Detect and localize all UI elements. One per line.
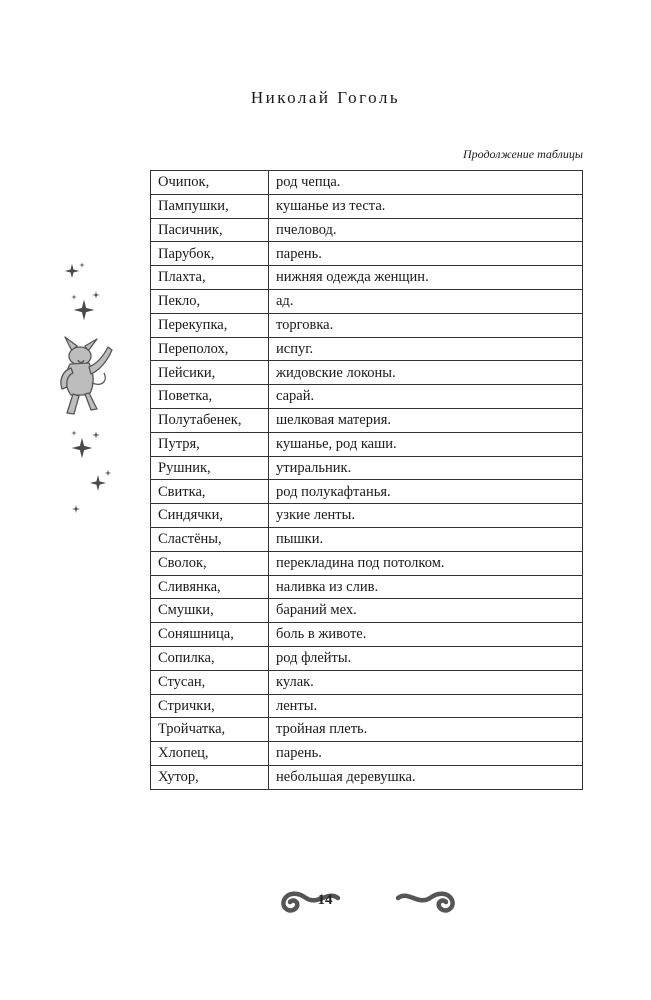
definition-cell: жидовские локоны.	[269, 361, 583, 385]
table-row	[151, 408, 583, 432]
table-row	[151, 742, 583, 766]
table-row	[151, 337, 583, 361]
table-row	[151, 242, 583, 266]
table-row	[151, 313, 583, 337]
table-row	[151, 218, 583, 242]
table-row	[151, 623, 583, 647]
table-row	[151, 171, 583, 195]
term-cell: Полутабенек,	[151, 408, 269, 432]
table-row	[151, 765, 583, 789]
definition-cell: сарай.	[269, 385, 583, 409]
definition-cell: испуг.	[269, 337, 583, 361]
term-cell: Хутор,	[151, 765, 269, 789]
table-row	[151, 575, 583, 599]
table-continuation-label: Продолжение таблицы	[462, 147, 583, 161]
definition-cell: боль в животе.	[269, 623, 583, 647]
running-header: Николай Гоголь	[250, 88, 401, 107]
definition-cell: тройная плеть.	[269, 718, 583, 742]
term-cell: Путря,	[151, 432, 269, 456]
term-cell: Сластёны,	[151, 527, 269, 551]
sparkle-icon	[90, 475, 106, 491]
definition-cell: кулак.	[269, 670, 583, 694]
definition-cell: бараний мех.	[269, 599, 583, 623]
sparkle-icon	[105, 470, 111, 476]
definition-cell: ад.	[269, 289, 583, 313]
definition-cell: наливка из слив.	[269, 575, 583, 599]
term-cell: Пасичник,	[151, 218, 269, 242]
term-cell: Поветка,	[151, 385, 269, 409]
definition-cell: род флейты.	[269, 646, 583, 670]
definition-cell: ленты.	[269, 694, 583, 718]
table-row	[151, 432, 583, 456]
page-footer	[0, 884, 651, 920]
term-cell: Стусан,	[151, 670, 269, 694]
sparkle-icon	[72, 438, 93, 459]
table-row	[151, 670, 583, 694]
term-cell: Тройчатка,	[151, 718, 269, 742]
term-cell: Рушник,	[151, 456, 269, 480]
table-row	[151, 718, 583, 742]
term-cell: Свитка,	[151, 480, 269, 504]
table-row	[151, 646, 583, 670]
term-cell: Переполох,	[151, 337, 269, 361]
swirl-ornament-icon	[396, 884, 458, 920]
table-row	[151, 504, 583, 528]
devil-figure-icon	[61, 337, 112, 414]
term-cell: Плахта,	[151, 266, 269, 290]
term-cell: Пейсики,	[151, 361, 269, 385]
sparkle-icon	[92, 291, 99, 298]
table-row	[151, 194, 583, 218]
definition-cell: небольшая деревушка.	[269, 765, 583, 789]
table-row	[151, 527, 583, 551]
table-row	[151, 289, 583, 313]
glossary-table	[150, 170, 583, 790]
definition-cell: шелковая материя.	[269, 408, 583, 432]
definition-cell: кушанье, род каши.	[269, 432, 583, 456]
table-row	[151, 599, 583, 623]
definition-cell: узкие ленты.	[269, 504, 583, 528]
table-row	[151, 456, 583, 480]
term-cell: Пампушки,	[151, 194, 269, 218]
margin-decoration	[50, 255, 130, 520]
term-cell: Сволок,	[151, 551, 269, 575]
term-cell: Хлопец,	[151, 742, 269, 766]
term-cell: Очипок,	[151, 171, 269, 195]
term-cell: Парубок,	[151, 242, 269, 266]
term-cell: Пекло,	[151, 289, 269, 313]
sparkle-icon	[71, 430, 77, 436]
table-row	[151, 694, 583, 718]
definition-cell: нижняя одежда женщин.	[269, 266, 583, 290]
definition-cell: торговка.	[269, 313, 583, 337]
definition-cell: перекладина под потолком.	[269, 551, 583, 575]
term-cell: Смушки,	[151, 599, 269, 623]
term-cell: Сопилка,	[151, 646, 269, 670]
term-cell: Перекупка,	[151, 313, 269, 337]
definition-cell: утиральник.	[269, 456, 583, 480]
table-row	[151, 480, 583, 504]
term-cell: Стрички,	[151, 694, 269, 718]
sparkle-icon	[72, 505, 80, 513]
table-row	[151, 385, 583, 409]
sparkle-icon	[71, 294, 77, 300]
sparkle-icon	[74, 300, 95, 321]
page-number: 14	[317, 892, 333, 908]
term-cell: Соняшница,	[151, 623, 269, 647]
table-row	[151, 361, 583, 385]
sparkle-icon	[65, 264, 79, 278]
definition-cell: кушанье из теста.	[269, 194, 583, 218]
definition-cell: род чепца.	[269, 171, 583, 195]
definition-cell: пышки.	[269, 527, 583, 551]
definition-cell: парень.	[269, 742, 583, 766]
definition-cell: род полукафтанья.	[269, 480, 583, 504]
table-row	[151, 266, 583, 290]
table-row	[151, 551, 583, 575]
sparkle-icon	[92, 431, 99, 438]
sparkle-icon	[79, 262, 85, 268]
definition-cell: пчеловод.	[269, 218, 583, 242]
definition-cell: парень.	[269, 242, 583, 266]
term-cell: Синдячки,	[151, 504, 269, 528]
term-cell: Сливянка,	[151, 575, 269, 599]
